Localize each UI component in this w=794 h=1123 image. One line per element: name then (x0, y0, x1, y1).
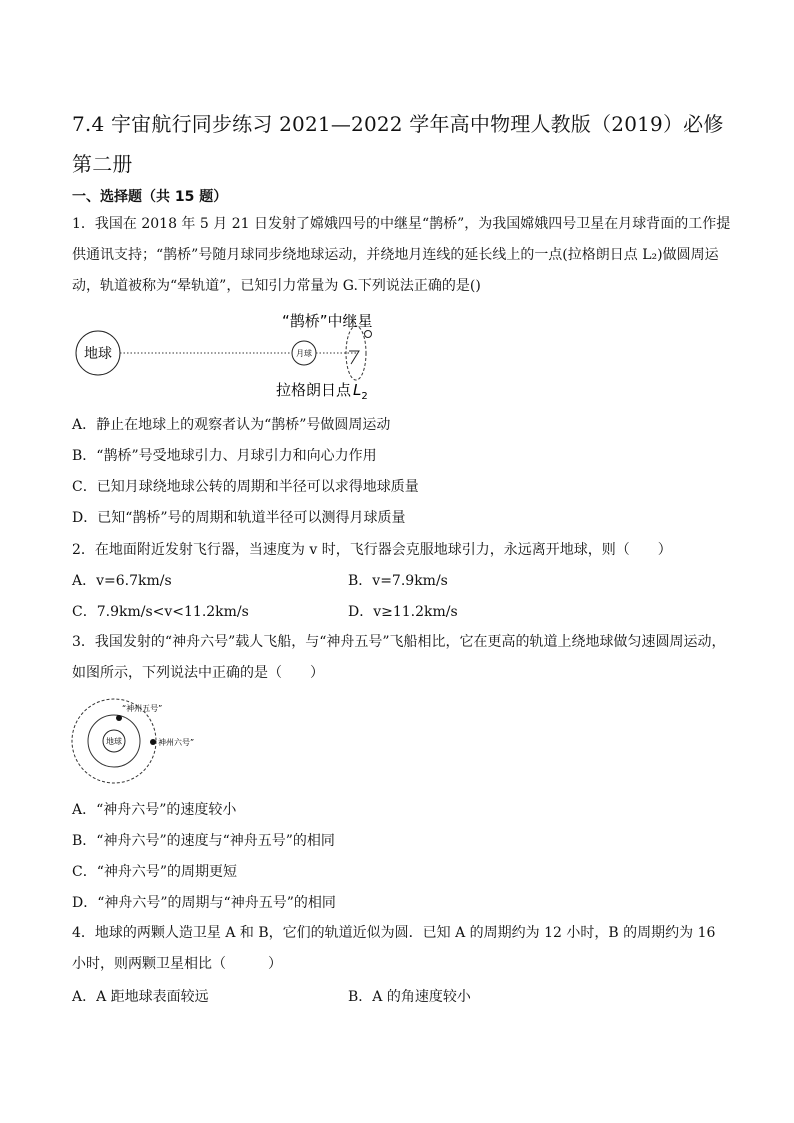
shenzhou5-satellite-icon (116, 715, 122, 721)
relay-satellite-icon (365, 331, 372, 338)
q3-orbit-diagram (70, 698, 220, 788)
q3-option-b: B．“神舟六号”的速度与“神舟五号”的相同 (72, 833, 335, 849)
q1-earth-label: 地球 (84, 346, 112, 362)
q1-option-c: C．已知月球绕地球公转的周期和半径可以求得地球质量 (72, 479, 419, 495)
section-heading: 一、选择题（共 15 题） (72, 189, 228, 205)
question-3-stem: 3．我国发射的“神舟六号”载人飞船，与“神舟五号”飞船相比，它在更高的轨道上绕地球做匀速圆周运动，如图所示，下列说法中正确的是（ ） (72, 634, 726, 681)
q1-moon-label: 月球 (296, 349, 312, 358)
q1-option-b: B．“鹊桥”号受地球引力、月球引力和向心力作用 (72, 448, 377, 464)
q3-earth-label: 地球 (106, 737, 122, 746)
shenzhou6-satellite-icon (150, 739, 156, 745)
question-2-stem: 2．在地面附近发射飞行器，当速度为 v 时，飞行器会克服地球引力，永远离开地球，则（ ） (72, 542, 672, 558)
q3-option-c: C．“神舟六号”的周期更短 (72, 864, 238, 880)
q1-option-d: D．已知“鹊桥”号的周期和轨道半径可以测得月球质量 (72, 510, 406, 526)
q1-lagrange-label: 拉格朗日点 $L_2$ (276, 381, 368, 402)
q1-lagrange-diagram (72, 306, 402, 406)
q4-option-a: A．A 距地球表面较远 (72, 989, 209, 1005)
q2-option-d: D．v≥11.2km/s (348, 604, 458, 620)
q1-relay-label: “鹊桥”中继星 (282, 312, 373, 330)
question-4-stem: 4．地球的两颗人造卫星 A 和 B，它们的轨道近似为圆．已知 A 的周期约为 12 小时，B 的周期约为 16 小时，则两颗卫星相比（ ） (72, 925, 716, 972)
q2-option-a: A．v=6.7km/s (72, 573, 172, 589)
q4-option-b: B．A 的角速度较小 (348, 989, 471, 1005)
q3-shenzhou6-label: 神州六号” (158, 738, 195, 747)
question-1-stem: 1．我国在 2018 年 5 月 21 日发射了嫦娥四号的中继星“鹊桥”，为我国嫦娥四号卫星在月球背面的工作提供通讯支持；“鹊桥”号随月球同步绕地球运动，并绕地月连线的延长线上的一点(拉格朗日点 L₂)做圆周运动，轨道被称为“晕轨道”，已知引力常量为 G.下列说法正确的是() (72, 216, 731, 294)
q3-option-a: A．“神舟六号”的速度较小 (72, 802, 237, 818)
q2-option-c: C．7.9km/s<v<11.2km/s (72, 604, 249, 620)
page-title: 7.4 宇宙航行同步练习 2021—2022 学年高中物理人教版（2019）必修第二册 (72, 112, 724, 176)
q1-option-a: A．静止在地球上的观察者认为“鹊桥”号做圆周运动 (72, 417, 391, 433)
q2-option-b: B．v=7.9km/s (348, 573, 448, 589)
q3-shenzhou5-label: “神州五号” (122, 704, 163, 713)
q3-option-d: D．“神舟六号”的周期与“神舟五号”的相同 (72, 895, 336, 911)
